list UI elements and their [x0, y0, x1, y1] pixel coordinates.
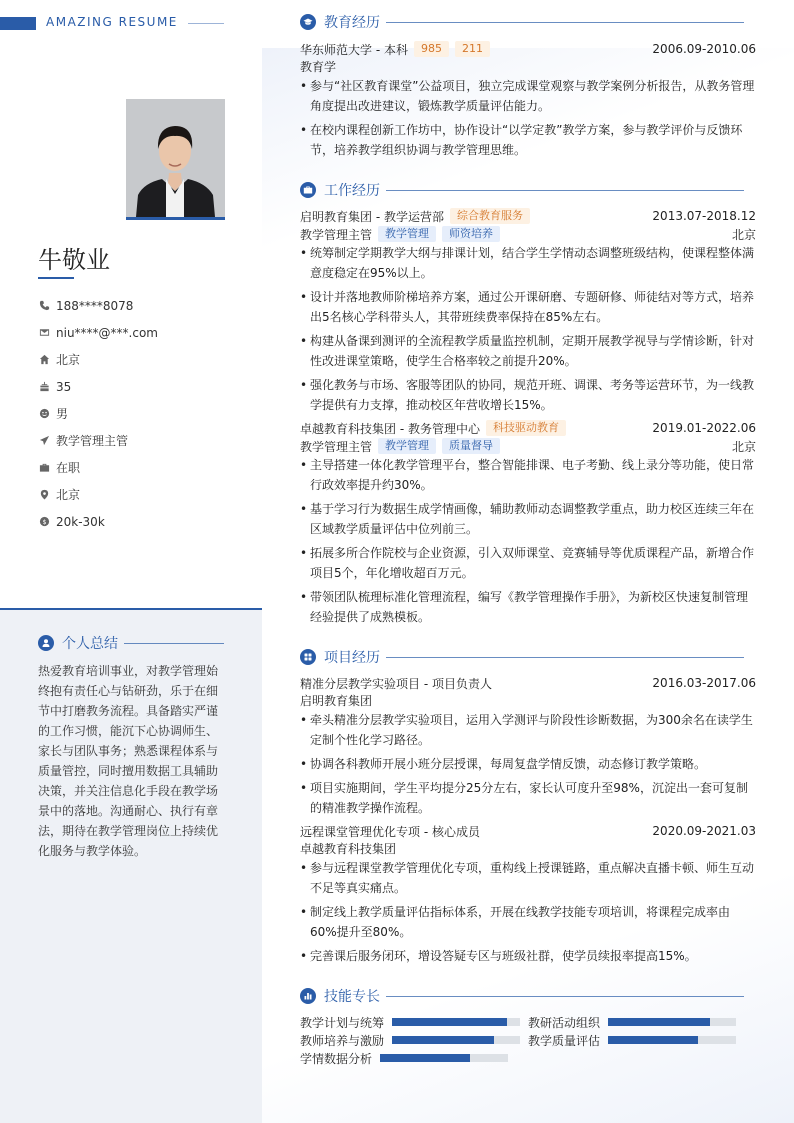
info-status [38, 454, 158, 481]
project-org: 卓越教育科技集团 [300, 842, 397, 856]
info-target-city [38, 481, 158, 508]
location-icon [38, 489, 50, 501]
project-date: 2020.09-2021.03 [652, 824, 756, 838]
home-icon [38, 354, 50, 366]
job-role: 教学管理主管 [300, 227, 373, 242]
job-city: 北京 [731, 227, 756, 242]
list-item: • 设计并落地教师阶梯培养方案，通过公开课研磨、专题研修、师徒结对等方式，培养出5名核心学科带头人，其带班续费率保持在85%左右。 [300, 287, 756, 327]
list-item: • 主导搭建一体化教学管理平台，整合智能排课、电子考勤、线上录分等功能，使日常行政效率提升约30%。 [300, 455, 756, 495]
list-item: • 拓展多所合作院校与企业资源，引入双师课堂、竞赛辅导等优质课程产品，新增合作项目5个，年化增收超百万元。 [300, 543, 756, 583]
job-date: 2013.07-2018.12 [652, 209, 756, 223]
company-tag: 科技驱动教育 [486, 420, 566, 436]
grid-icon [300, 649, 316, 665]
info-text: 北京 [56, 353, 81, 367]
project-org: 启明教育集团 [300, 694, 373, 708]
list-item: • 牵头精准分层教学实验项目，运用入学测评与阶段性诊断数据，为300余名在读学生定制个性化学习路径。 [300, 710, 756, 750]
list-item: • 参与“社区教育课堂”公益项目，独立完成课堂观察与教学案例分析报告，从教务管理角度提出改进建议，锻炼教学质量评估能力。 [300, 76, 756, 116]
work-header [300, 180, 744, 200]
skill-bar-fill [392, 1036, 494, 1044]
project-bullets [300, 858, 756, 970]
skills-list [300, 1013, 756, 1067]
briefcase-icon [300, 182, 316, 198]
user-icon [38, 635, 54, 651]
info-salary [38, 508, 158, 535]
info-text: 男 [56, 407, 69, 421]
project-bullets [300, 710, 756, 822]
section-line [386, 996, 744, 997]
brand-line [188, 23, 224, 24]
skill-bar [608, 1036, 736, 1044]
role-tag: 质量督导 [442, 438, 500, 454]
job-header [300, 207, 756, 225]
section-line [386, 190, 744, 191]
svg-text:$: $ [41, 517, 47, 526]
project-date: 2016.03-2017.06 [652, 676, 756, 690]
info-text: niu****@***.com [56, 325, 158, 340]
job-bullets [300, 455, 756, 631]
education-row [300, 40, 756, 58]
summary-text: 热爱教育培训事业，对教学管理始终抱有责任心与钻研劲，乐于在细节中打磨教务流程。具备踏实严谨的工作习惯，能沉下心协调师生、家长与团队事务；熟悉课程体系与质量管控，同时擅用数据工具辅助决策，并关注信息化手段在教学场景中的落地。沟通耐心、执行有章法，期待在教学管理岗位上持续优化服务与教学体验。 [38, 664, 219, 858]
education-major: 教育学 [300, 60, 337, 74]
info-age [38, 373, 158, 400]
list-item: • 在校内课程创新工作坊中，协作设计“以学定教”教学方案，参与教学评价与反馈环节，培养教学组织协调与教学管理思维。 [300, 120, 756, 160]
skill-name: 教学质量评估 [528, 1033, 601, 1048]
profile-name: 牛敬业 [38, 246, 110, 274]
send-icon [38, 435, 50, 447]
sidebar-divider [0, 608, 262, 610]
job-role: 教学管理主管 [300, 439, 373, 454]
gender-icon [38, 408, 50, 420]
skills-header [300, 986, 744, 1006]
project-name: 远程课堂管理优化专项 - 核心成员 [300, 824, 480, 839]
list-item: • 项目实施期间，学生平均提分25分左右，家长认可度升至98%，沉淀出一套可复制的精准教学操作流程。 [300, 778, 756, 818]
section-title: 教育经历 [324, 15, 380, 31]
info-text: 188****8078 [56, 298, 134, 313]
list-item: • 强化教务与市场、客服等团队的协同，规范开班、调课、考务等运营环节，为一线教学提供有力支撑，推动校区年营收增长15%。 [300, 375, 756, 415]
info-text: 35 [56, 379, 72, 394]
skill-item [528, 1031, 756, 1049]
job-bullets [300, 243, 756, 419]
section-line [386, 657, 744, 658]
info-email [38, 319, 158, 346]
list-item: • 带领团队梳理标准化管理流程，编写《教学管理操作手册》，为新校区快速复制管理经验提供了成熟模板。 [300, 587, 756, 627]
briefcase-icon [38, 462, 50, 474]
section-title: 工作经历 [324, 183, 380, 199]
job-city: 北京 [731, 439, 756, 454]
skill-name: 教师培养与激励 [300, 1033, 385, 1048]
skill-bar-fill [380, 1054, 470, 1062]
brand-bar [0, 17, 36, 30]
section-title: 项目经历 [324, 650, 380, 666]
avatar [126, 99, 225, 220]
job-role-row [300, 437, 756, 455]
skill-bar-fill [392, 1018, 507, 1026]
skill-item [300, 1013, 528, 1031]
school-name: 华东师范大学 - 本科 [300, 42, 408, 57]
projects-header [300, 647, 744, 667]
skill-name: 教学计划与统筹 [300, 1015, 385, 1030]
info-text: 20k-30k [56, 514, 105, 529]
skill-item [528, 1013, 756, 1031]
skill-bar [392, 1036, 520, 1044]
info-residence [38, 346, 158, 373]
list-item: • 参与远程课堂教学管理优化专项，重构线上授课链路，重点解决直播卡顿、师生互动不足等真实痛点。 [300, 858, 756, 898]
school-tag: 211 [455, 41, 490, 57]
phone-icon [38, 300, 50, 312]
project-header [300, 822, 756, 840]
list-item: • 统筹制定学期教学大纲与排课计划，结合学生学情动态调整班级结构，使课程整体满意度稳定在95%以上。 [300, 243, 756, 283]
section-line [386, 22, 744, 23]
bar-chart-icon [300, 988, 316, 1004]
skill-bar [608, 1018, 736, 1026]
job-date: 2019.01-2022.06 [652, 421, 756, 435]
summary-header [38, 633, 224, 653]
info-position [38, 427, 158, 454]
list-item: • 构建从备课到测评的全流程教学质量监控机制，定期开展教学视导与学情诊断，针对性改进课堂策略，使学生合格率较之前提升20%。 [300, 331, 756, 371]
mail-icon [38, 327, 50, 339]
cake-icon [38, 381, 50, 393]
name-underline [38, 277, 74, 279]
list-item: • 协调各科教师开展小班分层授课，每周复盘学情反馈，动态修订教学策略。 [300, 754, 756, 774]
education-bullets [300, 76, 756, 164]
skill-item [300, 1031, 528, 1049]
section-title: 技能专长 [324, 989, 380, 1005]
company-tag: 综合教育服务 [450, 208, 530, 224]
section-title: 个人总结 [62, 636, 118, 652]
graduation-cap-icon [300, 14, 316, 30]
company-name: 卓越教育科技集团 - 教务管理中心 [300, 421, 480, 436]
skill-item [300, 1049, 530, 1067]
money-icon [38, 516, 50, 528]
education-date: 2006.09-2010.06 [652, 42, 756, 56]
job-header [300, 419, 756, 437]
list-item: • 基于学习行为数据生成学情画像，辅助教师动态调整教学重点，助力校区连续三年在区域教学质量评估中位列前三。 [300, 499, 756, 539]
section-line [124, 643, 224, 644]
info-phone [38, 292, 158, 319]
brand-title: AMAZING RESUME [46, 15, 178, 29]
education-header [300, 12, 744, 32]
skill-bar-fill [608, 1018, 710, 1026]
info-text: 在职 [56, 461, 81, 475]
project-name: 精准分层教学实验项目 - 项目负责人 [300, 676, 492, 691]
info-gender [38, 400, 158, 427]
company-name: 启明教育集团 - 教学运营部 [300, 209, 444, 224]
skill-bar-fill [608, 1036, 698, 1044]
info-text: 北京 [56, 488, 81, 502]
skill-bar [392, 1018, 520, 1026]
skill-name: 教研活动组织 [528, 1015, 601, 1030]
skill-bar [380, 1054, 508, 1062]
info-text: 教学管理主管 [56, 434, 129, 448]
list-item: • 制定线上教学质量评估指标体系，开展在线教学技能专项培训，将课程完成率由60%提升至80%。 [300, 902, 756, 942]
job-role-row [300, 225, 756, 243]
skill-name: 学情数据分析 [300, 1051, 373, 1066]
role-tag: 师资培养 [442, 226, 500, 242]
role-tag: 教学管理 [378, 438, 436, 454]
project-header [300, 674, 756, 692]
contact-info-list [38, 292, 158, 535]
school-tag: 985 [414, 41, 449, 57]
list-item: • 完善课后服务闭环，增设答疑专区与班级社群，使学员续报率提高15%。 [300, 946, 756, 966]
role-tag: 教学管理 [378, 226, 436, 242]
